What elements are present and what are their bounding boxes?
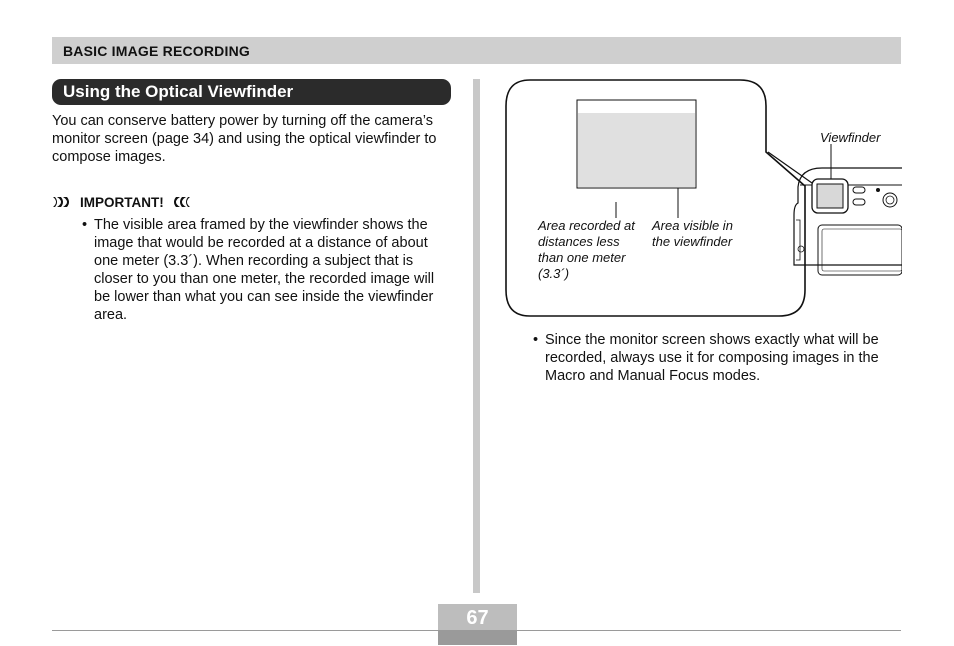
footer-rule [52,630,901,631]
important-label: IMPORTANT! [80,194,164,210]
important-right-icon [169,196,191,208]
important-bullet-text: The visible area framed by the viewfinder shows the image that would be recorded at a distance of about one meter (3.3´). When recording a subject that is closer to you than one meter, the recorded image will be lower than what you can see inside the viewfinder area. [94,217,435,323]
page-number-box [438,604,517,645]
important-bullet [82,216,454,324]
area-visible-label: Area visible in the viewfinder [652,218,733,249]
section-title: Using the Optical Viewfinder [63,82,294,101]
recorded-area [578,113,695,187]
bullet-dot: • [533,332,539,348]
camera-illustration [794,168,902,275]
area-recorded-label: Area recorded at distances less than one meter (3.3´) [538,218,635,281]
column-divider [473,79,480,593]
bullet-dot: • [82,217,88,233]
viewfinder-diagram [500,75,902,320]
page-number: 67 [466,607,489,629]
important-left-icon [52,196,74,208]
monitor-bullet-text: Since the monitor screen shows exactly what will be recorded, always use it for composing images in the Macro and Manual Focus modes. [545,332,879,384]
viewfinder-label: Viewfinder [820,130,881,145]
monitor-bullet [533,331,900,385]
important-heading [52,193,191,211]
header-title: BASIC IMAGE RECORDING [63,43,250,59]
header-bar [52,37,901,64]
intro-paragraph: You can conserve battery power by turning off the camera’s monitor screen (page 34) and using the optical viewfinder to compose images. [52,113,437,165]
section-title-bar [52,79,451,105]
